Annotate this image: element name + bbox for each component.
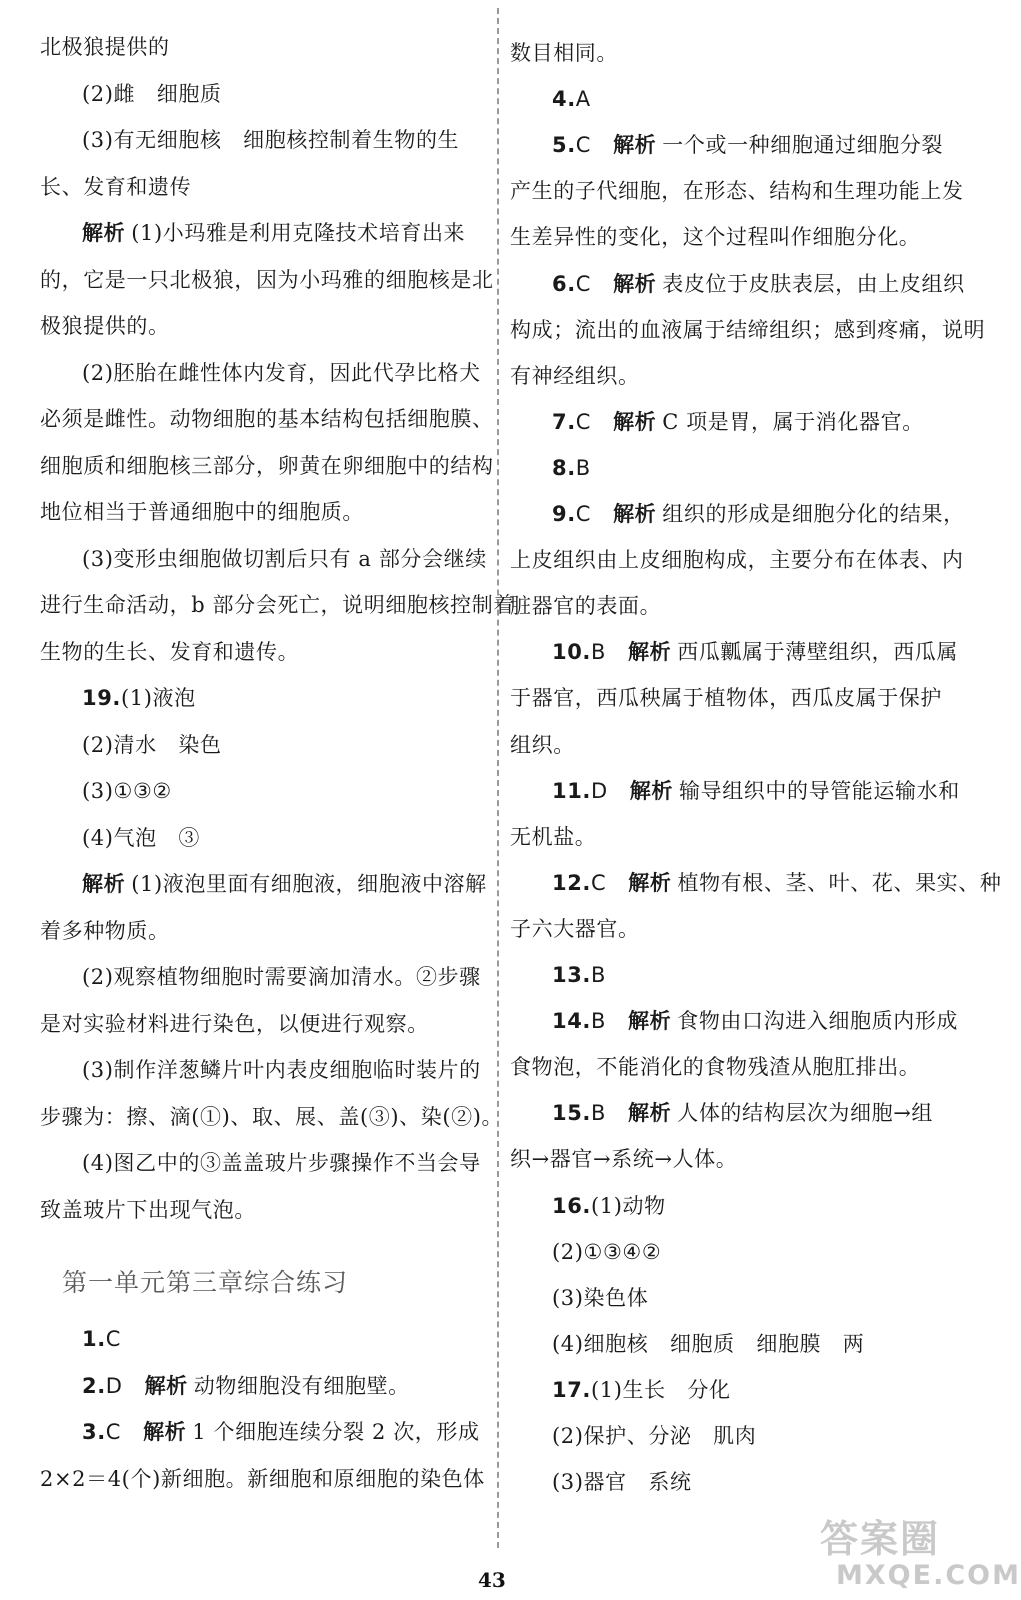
section-heading: 第一单元第三章综合练习 [62, 1268, 349, 1297]
text-line [510, 916, 956, 942]
answer-choice: C [575, 133, 592, 158]
question-number: 17. [552, 1377, 592, 1402]
text-line [40, 499, 486, 525]
text-line [40, 1011, 486, 1037]
text-line [40, 778, 486, 804]
analysis-label: 解析 [628, 870, 672, 895]
text-line [510, 547, 964, 573]
text-line [510, 1239, 956, 1265]
line-text: 数目相同。 [510, 41, 618, 65]
analysis-label: 解析 [144, 1373, 188, 1398]
text-line [510, 86, 956, 112]
text-line [510, 455, 956, 481]
line-text: (4)图乙中的③盖盖玻片步骤操作不当会导 [82, 1151, 481, 1175]
line-text: (2)雌 细胞质 [82, 81, 222, 106]
answer-choice: D [105, 1373, 123, 1398]
text-line [40, 1326, 486, 1352]
line-text: (2)胚胎在雌性体内发育，因此代孕比格犬 [82, 360, 481, 385]
question-number: 10. [552, 640, 592, 665]
text-line [510, 178, 964, 204]
answer-choice: C [105, 1327, 122, 1351]
line-text: 植物有根、茎、叶、花、果实、种 [677, 870, 1002, 895]
line-text: 致盖玻片下出现气泡。 [40, 1197, 256, 1222]
answer-choice: C [575, 502, 592, 526]
text-line [510, 1054, 956, 1080]
line-text: 北极狼提供的 [40, 35, 170, 59]
text-line [40, 1373, 486, 1399]
line-text: 极狼提供的。 [40, 314, 170, 338]
text-line [40, 871, 486, 897]
question-number: 6. [552, 271, 576, 296]
text-line [510, 870, 1002, 896]
question-number: 2. [82, 1373, 106, 1398]
line-text: (4)细胞核 细胞质 细胞膜 两 [552, 1331, 865, 1356]
text-line [510, 824, 956, 850]
question-number: 9. [552, 502, 576, 526]
text-line [510, 1331, 956, 1357]
line-text: (3)染色体 [552, 1285, 649, 1310]
line-text: 织→器官→系统→人体。 [510, 1147, 738, 1172]
line-text: 的，它是一只北极狼，因为小玛雅的细胞核是北 [40, 267, 494, 292]
text-line [40, 1197, 486, 1223]
text-line [510, 409, 956, 435]
line-text: (1)液泡里面有细胞液，细胞液中溶解 [131, 872, 487, 896]
question-number: 3. [82, 1420, 106, 1444]
page-number: 43 [478, 1568, 506, 1592]
line-text: 长、发育和遗传 [40, 174, 192, 199]
line-text: 生物的生长、发育和遗传。 [40, 639, 300, 664]
line-text: (1)动物 [591, 1193, 666, 1218]
line-text: (1)生长 分化 [591, 1377, 731, 1402]
text-line [510, 271, 965, 297]
answer-choice: C [575, 271, 592, 296]
line-text: (3)制作洋葱鳞片叶内表皮细胞临时装片的 [82, 1058, 481, 1082]
line-text: (1)小玛雅是利用克隆技术培育出来 [131, 221, 466, 245]
question-number: 14. [552, 1009, 592, 1034]
text-line [510, 1285, 956, 1311]
text-line [510, 1423, 956, 1449]
watermark-top-text: 答案圈 [820, 1517, 941, 1561]
analysis-label: 解析 [628, 1009, 672, 1034]
answer-choice: B [591, 640, 607, 665]
text-line [510, 317, 986, 343]
answer-choice: B [591, 1009, 607, 1034]
line-text: 脏器官的表面。 [510, 594, 662, 619]
answer-choice: A [575, 87, 591, 112]
line-text: (2)观察植物细胞时需要滴加清水。②步骤 [82, 965, 481, 989]
text-line [40, 360, 486, 386]
analysis-label: 解析 [613, 502, 657, 526]
line-text: 2×2＝4(个)新细胞。新细胞和原细胞的染色体 [40, 1466, 485, 1491]
line-text: 着多种物质。 [40, 918, 170, 943]
text-line [510, 363, 956, 389]
line-text: 生差异性的变化，这个过程叫作细胞分化。 [510, 225, 921, 250]
analysis-label: 解析 [613, 271, 657, 296]
question-number: 15. [552, 1101, 592, 1126]
text-line [40, 1150, 486, 1176]
line-text: 表皮位于皮肤表层，由上皮组织 [662, 271, 965, 296]
line-text: 组织。 [510, 732, 575, 757]
text-line [40, 732, 486, 758]
analysis-label: 解析 [82, 221, 126, 245]
line-text: 地位相当于普通细胞中的细胞质。 [40, 500, 364, 524]
text-line [40, 127, 486, 153]
analysis-label: 解析 [82, 872, 126, 896]
line-text: (4)气泡 ③ [82, 825, 200, 850]
text-line [40, 174, 486, 200]
answer-choice: C [575, 409, 592, 434]
answer-choice: C [105, 1420, 122, 1444]
analysis-label: 解析 [143, 1420, 187, 1444]
line-text: (3)有无细胞核 细胞核控制着生物的生 [82, 128, 460, 152]
text-line [40, 220, 486, 246]
text-line [510, 778, 960, 804]
text-line [40, 1057, 486, 1083]
text-line [40, 592, 515, 618]
text-line [510, 40, 956, 66]
question-number: 12. [552, 870, 592, 895]
text-line [40, 639, 486, 665]
answer-choice: D [591, 778, 608, 803]
text-line [40, 453, 494, 479]
question-number: 16. [552, 1193, 592, 1218]
question-number: 1. [82, 1327, 106, 1351]
line-text: C 项是胃，属于消化器官。 [662, 409, 924, 434]
analysis-label: 解析 [628, 1101, 672, 1126]
line-text: (3)①③② [82, 779, 172, 803]
line-text: 于器官，西瓜秧属于植物体，西瓜皮属于保护 [510, 686, 942, 711]
line-text: 无机盐。 [510, 824, 597, 849]
text-line [510, 1146, 956, 1172]
text-line [40, 918, 486, 944]
line-text: 1 个细胞连续分裂 2 次，形成 [192, 1420, 480, 1444]
line-text: 上皮组织由上皮细胞构成，主要分布在体表、内 [510, 548, 964, 573]
answer-choice: B [591, 1101, 607, 1126]
analysis-label: 解析 [629, 778, 673, 803]
question-number: 5. [552, 133, 576, 158]
text-line [40, 1419, 486, 1445]
line-text: 产生的子代细胞，在形态、结构和生理功能上发 [510, 179, 964, 204]
answer-choice: B [575, 455, 591, 480]
text-line [40, 406, 494, 432]
line-text: (2)保护、分泌 肌肉 [552, 1424, 757, 1448]
text-line [510, 962, 956, 988]
question-number: 13. [552, 963, 592, 987]
text-line [510, 732, 956, 758]
text-line [510, 593, 956, 619]
line-text: 西瓜瓤属于薄壁组织，西瓜属 [677, 640, 959, 665]
line-text: 有神经组织。 [510, 363, 640, 388]
text-line [40, 313, 486, 339]
text-line [40, 685, 486, 711]
line-text: (3)器官 系统 [552, 1470, 692, 1495]
text-line [40, 34, 486, 60]
line-text: 组织的形成是细胞分化的结果， [662, 502, 965, 526]
line-text: 动物细胞没有细胞壁。 [193, 1373, 410, 1398]
line-text: 进行生命活动，b 部分会死亡，说明细胞核控制着 [40, 593, 515, 617]
line-text: 步骤为：擦、滴(①)、取、展、盖(③)、染(②)。 [40, 1104, 504, 1129]
line-text: 食物由口沟进入细胞质内形成 [677, 1009, 959, 1034]
question-number: 19. [82, 686, 122, 710]
text-line [510, 501, 965, 527]
text-line [40, 546, 486, 572]
text-line [40, 267, 494, 293]
question-number: 11. [552, 778, 592, 803]
text-line [510, 132, 956, 158]
text-line [40, 964, 486, 990]
line-text: 是对实验材料进行染色，以便进行观察。 [40, 1011, 429, 1036]
line-text: 构成；流出的血液属于结缔组织；感到疼痛，说明 [510, 317, 986, 342]
text-line [510, 639, 959, 665]
text-line [40, 1104, 504, 1130]
question-number: 8. [552, 455, 576, 480]
line-text: (2)清水 染色 [82, 732, 222, 757]
analysis-label: 解析 [613, 133, 657, 158]
text-line [510, 1100, 956, 1126]
question-number: 4. [552, 87, 576, 112]
watermark-logo [800, 1508, 1021, 1596]
line-text: 输导组织中的导管能运输水和 [679, 778, 960, 803]
watermark-bottom-text: MXQE.COM [836, 1560, 1021, 1591]
line-text: 必须是雌性。动物细胞的基本结构包括细胞膜、 [40, 407, 494, 431]
text-line [40, 1466, 486, 1492]
line-text: (3)变形虫细胞做切割后只有 a 部分会继续 [82, 546, 487, 571]
text-line [40, 825, 486, 851]
text-line [510, 1377, 956, 1403]
text-line [510, 685, 956, 711]
line-text: 一个或一种细胞通过细胞分裂 [662, 133, 944, 158]
line-text: (1)液泡 [121, 686, 196, 710]
text-line [510, 1469, 956, 1495]
analysis-label: 解析 [628, 640, 672, 665]
column-divider [497, 8, 499, 1548]
analysis-label: 解析 [613, 409, 657, 434]
line-text: 食物泡，不能消化的食物残渣从胞肛排出。 [510, 1055, 921, 1080]
answer-choice: C [591, 870, 607, 895]
line-text: 子六大器官。 [510, 916, 640, 941]
line-text: 人体的结构层次为细胞→组 [677, 1101, 934, 1126]
text-line [510, 1008, 959, 1034]
text-line [40, 81, 486, 107]
text-line [510, 224, 956, 250]
answer-choice: B [591, 963, 607, 987]
line-text: (2)①③④② [552, 1239, 662, 1264]
question-number: 7. [552, 409, 576, 434]
line-text: 细胞质和细胞核三部分，卵黄在卵细胞中的结构 [40, 453, 494, 478]
text-line [510, 1193, 956, 1219]
